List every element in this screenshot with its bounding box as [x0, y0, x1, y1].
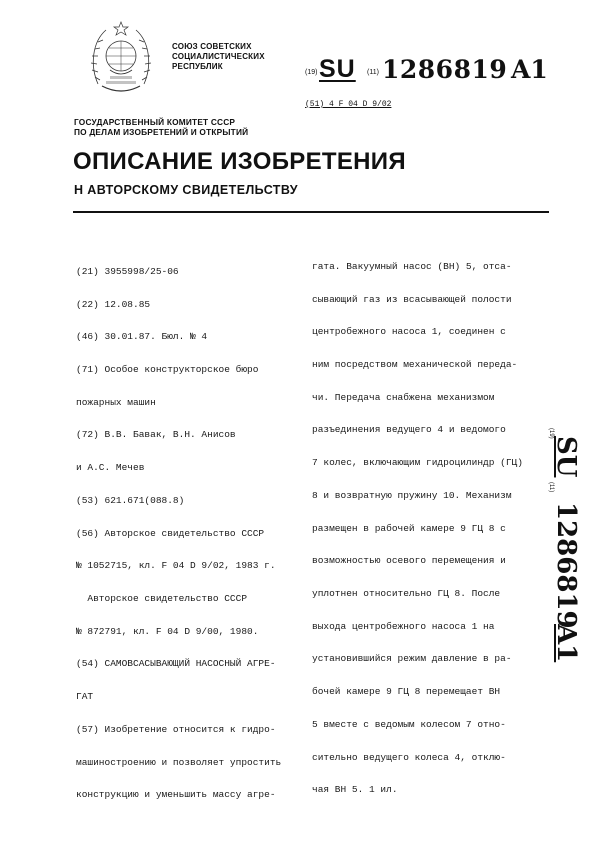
text-line: 8 и возвратную пружину 10. Механизм — [312, 489, 512, 501]
text-line: сительно ведущего колеса 4, отклю- — [312, 751, 506, 763]
committee-line: ГОСУДАРСТВЕННЫЙ КОМИТЕТ СССР — [74, 117, 236, 127]
text-line: 5 вместе с ведомым колесом 7 отно- — [312, 718, 506, 730]
side-country-code: SU — [551, 436, 581, 478]
text-line: выхода центробежного насоса 1 на — [312, 620, 495, 632]
text-line: установившийся режим давление в ра- — [312, 653, 512, 665]
inid-code-19: (19) — [305, 69, 318, 76]
text-line: ним посредством механической переда- — [312, 358, 518, 370]
inid-code-11: (11) — [367, 69, 379, 76]
header-divider — [73, 211, 549, 213]
ussr-emblem-icon — [90, 20, 152, 96]
text-line: Авторское свидетельство СССР — [76, 593, 248, 604]
text-line: (57) Изобретение относится к гидро- — [76, 723, 276, 735]
text-line: (53) 621.671(088.8) — [76, 494, 185, 506]
state-name-line: СОЦИАЛИСТИЧЕСКИХ — [172, 52, 265, 61]
text-line: чая ВН 5. 1 ил. — [312, 784, 398, 796]
text-line: уплотнен относительно ГЦ 8. После — [312, 588, 501, 599]
document-subtitle: Н АВТОРСКОМУ СВИДЕТЕЛЬСТВУ — [74, 183, 298, 197]
state-name-line: РЕСПУБЛИК — [172, 62, 223, 71]
text-line: ГАТ — [76, 691, 94, 703]
text-line: возможностью осевого перемещения и — [312, 555, 506, 567]
text-line: (22) 12.08.85 — [76, 298, 151, 310]
text-line: № 1052715, кл. F 04 D 9/02, 1983 г. — [76, 560, 276, 572]
committee-line: ПО ДЕЛАМ ИЗОБРЕТЕНИЙ И ОТКРЫТИЙ — [74, 127, 249, 137]
side-kind-code: A1 — [551, 624, 581, 663]
text-line: машиностроению и позволяет упростить — [76, 756, 282, 768]
text-line: разъединения ведущего 4 и ведомого — [312, 424, 506, 436]
text-line: (46) 30.01.87. Бюл. № 4 — [76, 331, 208, 343]
document-title: ОПИСАНИЕ ИЗОБРЕТЕНИЯ — [73, 148, 406, 175]
text-line: (21) 3955998/25-06 — [76, 265, 179, 277]
text-line: пожарных машин — [76, 396, 156, 408]
side-patent-number: 1286819 — [551, 502, 581, 629]
bibliographic-column — [76, 245, 281, 812]
text-line: (54) САМОВСАСЫВАЮЩИЙ НАСОСНЫЙ АГРЕ- — [76, 658, 276, 670]
text-line: № 872791, кл. F 04 D 9/00, 1980. — [76, 625, 259, 637]
side-inid-code-19: (19) — [548, 428, 554, 439]
side-inid-code-11: (11) — [548, 482, 554, 493]
text-line: размещен в рабочей камере 9 ГЦ 8 с — [312, 522, 506, 534]
text-line: и А.С. Мечев — [76, 462, 145, 474]
text-line: сывающий газ из всасывающей полости — [312, 293, 512, 305]
abstract-column — [312, 240, 523, 807]
kind-code: A1 — [511, 55, 548, 84]
side-patent-identifier — [541, 428, 581, 666]
text-line: чи. Передача снабжена механизмом — [312, 391, 495, 403]
country-code: SU — [319, 55, 356, 83]
text-line: (72) В.В. Бавак, В.Н. Анисов — [76, 429, 236, 441]
text-line: (56) Авторское свидетельство СССР — [76, 527, 265, 539]
text-line: (71) Особое конструкторское бюро — [76, 363, 259, 375]
patent-identifier — [305, 55, 565, 89]
text-line: конструкцию и уменьшить массу агре- — [76, 789, 276, 801]
state-name-line: СОЮЗ СОВЕТСКИХ — [172, 42, 252, 51]
text-line: 7 колес, включающим гидроцилиндр (ГЦ) — [312, 457, 523, 469]
text-line: гата. Вакуумный насос (ВН) 5, отса- — [312, 260, 512, 272]
text-line: бочей камере 9 ГЦ 8 перемещает ВН — [312, 686, 501, 698]
text-line: центробежного насоса 1, соединен с — [312, 326, 506, 338]
classification-code: (51) 4 F 04 D 9/02 — [305, 100, 392, 109]
patent-number: 1286819 — [382, 55, 508, 84]
